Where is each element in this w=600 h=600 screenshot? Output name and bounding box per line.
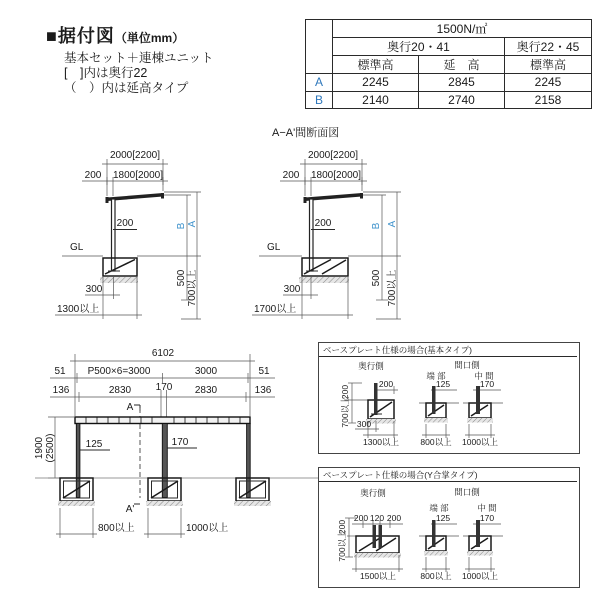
label-middle: 中 間 (474, 371, 494, 381)
dim-anchor-offset: 300 (283, 284, 301, 295)
panel-title: ベースプレート仕様の場合(基本タイプ) (323, 345, 472, 355)
detail-front-middle (462, 513, 503, 581)
footing-wide (302, 258, 348, 276)
svg-text:300: 300 (356, 419, 372, 429)
svg-text:200: 200 (386, 513, 402, 523)
svg-text:200: 200 (340, 384, 350, 400)
svg-text:800以上: 800以上 (420, 571, 452, 581)
depth-group-2245: 奥行22・45 (505, 38, 592, 56)
detail-depth-side-y (337, 513, 403, 581)
front-gutter (161, 193, 164, 199)
header-notes (64, 51, 214, 96)
dim-51-right: 51 (258, 366, 270, 377)
rear-gutter (106, 197, 109, 203)
svg-text:700以上: 700以上 (340, 396, 350, 428)
section-mark-a: A (126, 402, 134, 413)
dim-136-left: 136 (52, 385, 70, 396)
dim-2830-left: 2830 (108, 385, 132, 396)
detail-front-edge (419, 513, 459, 581)
dim-3000: 3000 (194, 366, 218, 377)
dim-beam-depth: 200 (314, 218, 332, 229)
cross-section-diagrams (30, 140, 440, 342)
gl-label: GL (267, 242, 281, 253)
dim-depth-2500: (2500) (45, 433, 56, 463)
label-front-side: 間口側 (454, 487, 480, 497)
load-header: 1500N/㎡ (333, 20, 592, 38)
svg-text:1500以上: 1500以上 (360, 571, 396, 581)
height-label-a: A (387, 220, 398, 228)
row-label-A: A (306, 74, 333, 92)
detail-front-edge (419, 379, 459, 447)
dim-embed-500: 500 (371, 269, 382, 287)
svg-text:200: 200 (337, 519, 347, 535)
gl-label: GL (70, 242, 84, 253)
svg-text:1300以上: 1300以上 (363, 437, 399, 447)
svg-text:700以上: 700以上 (337, 530, 347, 562)
dim-2830-right: 2830 (194, 385, 218, 396)
dim-front-width: 1800[2000] (310, 170, 362, 181)
cross-section-left (55, 150, 201, 319)
rear-gutter (304, 197, 307, 203)
dim-min-800: 800以上 (98, 523, 135, 534)
svg-text:1000以上: 1000以上 (462, 571, 498, 581)
svg-text:800以上: 800以上 (420, 437, 452, 447)
dim-anchor-offset: 300 (85, 284, 103, 295)
col-standard-height-1: 標準高 (333, 56, 419, 74)
svg-text:200: 200 (378, 379, 394, 389)
dim-front-width: 1800[2000] (112, 170, 164, 181)
base-plate-panel-basic (318, 342, 580, 454)
dim-post-170: 170 (171, 437, 189, 448)
base-plate-panel-y-type (318, 467, 580, 588)
height-spec-table (305, 19, 592, 109)
dim-rear-overhang: 200 (282, 170, 300, 181)
height-label-b: B (371, 222, 382, 230)
detail-depth-side (340, 379, 399, 447)
cell-B1: 2140 (333, 91, 419, 109)
ground-hatch (299, 277, 349, 283)
col-standard-height-2: 標準高 (505, 56, 592, 74)
post-middle (162, 424, 167, 498)
panel-title: ベースプレート仕様の場合(Y合掌タイプ) (323, 470, 478, 480)
dim-depth-1900: 1900 (34, 436, 45, 460)
unit-note: （単位mm） (114, 31, 185, 45)
note-set: 基本セット＋連棟ユニット (64, 51, 214, 65)
cell-A1: 2245 (333, 74, 419, 92)
post-right (247, 424, 251, 498)
dim-post-125: 125 (85, 439, 103, 450)
svg-text:200: 200 (353, 513, 369, 523)
cell-B3: 2158 (505, 91, 592, 109)
label-middle: 中 間 (477, 503, 497, 513)
row-label-B: B (306, 91, 333, 109)
section-caption: A−A'間断面図 (272, 127, 340, 139)
label-depth-side: 奥行側 (360, 488, 386, 498)
table-corner-cell (306, 20, 333, 74)
section-mark-a-prime: A' (125, 504, 135, 515)
dim-p500: P500×6=3000 (87, 366, 151, 377)
dim-min-1000: 1000以上 (186, 523, 229, 534)
cell-A2: 2845 (419, 74, 505, 92)
dim-total-width: 2000[2200] (307, 150, 359, 161)
dim-170: 170 (155, 382, 173, 393)
col-extended-height: 延 高 (419, 56, 505, 74)
post (112, 199, 116, 271)
front-gutter (360, 193, 363, 199)
dim-overall: 6102 (151, 348, 175, 359)
dim-embed-500: 500 (176, 269, 187, 287)
cell-B2: 2740 (419, 91, 505, 109)
svg-text:120: 120 (369, 513, 385, 523)
detail-front-middle (462, 379, 503, 447)
dim-51-left: 51 (54, 366, 66, 377)
note-bracket: [ ]内は奥行22 (64, 66, 148, 80)
svg-text:125: 125 (435, 379, 451, 389)
dim-footing-min: 1700以上 (254, 304, 297, 315)
plan-view-diagram (30, 340, 320, 568)
height-label-a: A (187, 220, 198, 228)
cross-section-right (252, 150, 401, 319)
depth-group-2041: 奥行20・41 (333, 38, 505, 56)
ground-hatch (100, 277, 138, 283)
dim-total-width: 2000[2200] (109, 150, 161, 161)
dim-beam-depth: 200 (116, 218, 134, 229)
page-title: ■据付図 (46, 26, 115, 46)
svg-text:170: 170 (479, 513, 495, 523)
dim-depth-700: 700以上 (187, 269, 198, 307)
dim-136-right: 136 (254, 385, 272, 396)
label-edge: 端 部 (426, 371, 446, 381)
dim-footing-min: 1300以上 (57, 304, 100, 315)
dim-rear-overhang: 200 (84, 170, 102, 181)
label-front-side: 間口側 (454, 360, 480, 370)
svg-text:1000以上: 1000以上 (462, 437, 498, 447)
label-depth-side: 奥行側 (358, 361, 384, 371)
note-paren: （ ）内は延高タイプ (64, 81, 189, 95)
post (310, 199, 314, 271)
front-beam (75, 417, 250, 424)
drawing-header (46, 22, 214, 96)
svg-text:170: 170 (479, 379, 495, 389)
height-label-b: B (176, 222, 187, 230)
dim-depth-700: 700以上 (387, 269, 398, 307)
cell-A3: 2245 (505, 74, 592, 92)
label-edge: 端 部 (429, 503, 449, 513)
post-left (76, 424, 80, 498)
svg-text:125: 125 (435, 513, 451, 523)
